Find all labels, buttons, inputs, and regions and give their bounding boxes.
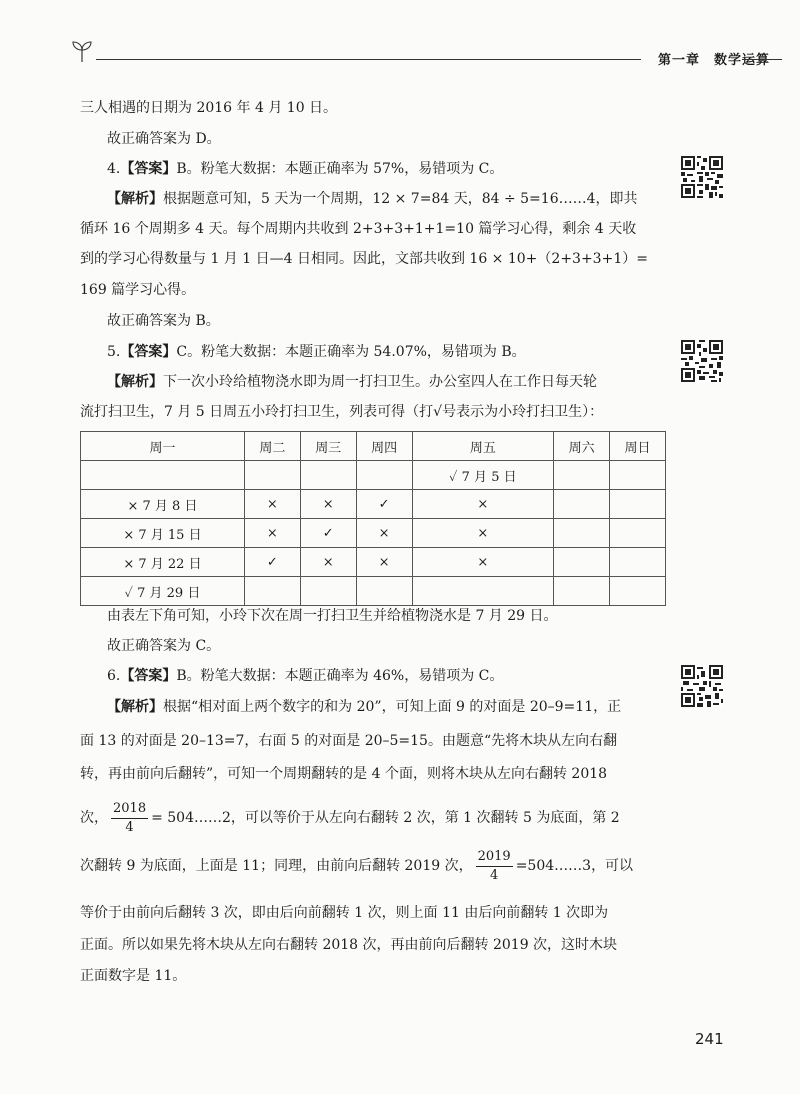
table-header-cell: 周二 (244, 432, 300, 461)
question-number: 6. (107, 668, 121, 684)
table-cell: × (356, 548, 412, 577)
text-line: 流打扫卫生，7 月 5 日周五小玲打扫卫生，列表可得（打√号表示为小玲打扫卫生）： (80, 404, 604, 420)
running-header (70, 38, 770, 68)
answer-line-q5 (107, 342, 526, 362)
table-cell (610, 548, 666, 577)
answer-text: C。粉笔大数据：本题正确率为 54.07%，易错项为 B。 (176, 344, 526, 360)
table-cell (356, 461, 412, 490)
fraction-denominator: 4 (490, 867, 499, 883)
table-cell (244, 461, 300, 490)
analysis-line (107, 189, 638, 209)
fraction-denominator: 4 (125, 819, 134, 835)
text-line: 等价于由前向后翻转 3 次，即由后向前翻转 1 次，则上面 11 由后向前翻转 1 次即为 (80, 905, 609, 921)
table-row (81, 577, 666, 606)
table-cell (554, 461, 610, 490)
qr-code-icon (681, 156, 723, 198)
text-line: 故正确答案为 B。 (107, 313, 220, 329)
table-cell: ✓ 7 月 5 日 (412, 461, 554, 490)
table-row (81, 490, 666, 519)
table-row (81, 461, 666, 490)
analysis-text: 下一次小玲给植物浇水即为周一打扫卫生。办公室四人在工作日每天轮 (163, 374, 597, 390)
fraction-numerator: 2019 (476, 848, 513, 867)
table-cell: × (244, 519, 300, 548)
text-line: 到的学习心得数量与 1 月 1 日—4 日相同。因此，文部共收到 16 × 10+（2+3+3+1）= (80, 251, 648, 267)
table-row (81, 548, 666, 577)
table-cell (81, 461, 245, 490)
table-header-cell: 周五 (412, 432, 554, 461)
fraction-numerator: 2018 (111, 800, 148, 819)
analysis-line (107, 697, 621, 717)
header-rule-right (742, 59, 782, 60)
table-cell: ✓ (244, 548, 300, 577)
table-row (81, 519, 666, 548)
table-cell: × 7 月 22 日 (81, 548, 245, 577)
table-cell (554, 519, 610, 548)
analysis-text: 根据题意可知，5 天为一个周期，12 × 7=84 天，84 ÷ 5=16……4，即共 (163, 191, 638, 207)
table-header-row (81, 432, 666, 461)
table-cell: × (412, 490, 554, 519)
answer-tag: 【答案】 (120, 161, 177, 177)
table-cell: × (412, 519, 554, 548)
fraction (111, 800, 148, 837)
table-cell (610, 519, 666, 548)
text-line: 正面。所以如果先将木块从左向右翻转 2018 次，再由前向后翻转 2019 次，这时木块 (80, 937, 618, 953)
text-line: 169 篇学习心得。 (80, 282, 196, 298)
text-line: 故正确答案为 D。 (107, 131, 221, 147)
table-cell: ✓ (356, 490, 412, 519)
answer-text: B。粉笔大数据：本题正确率为 57%，易错项为 C。 (176, 161, 504, 177)
table-cell: × 7 月 8 日 (81, 490, 245, 519)
header-rule-left (96, 59, 641, 60)
table-cell (554, 548, 610, 577)
text-segment: = 504……2，可以等价于从左向右翻转 2 次，第 1 次翻转 5 为底面，第 2 (151, 810, 620, 826)
text-line: 故正确答案为 C。 (107, 638, 221, 654)
analysis-tag: 【解析】 (107, 699, 163, 715)
answer-tag: 【答案】 (120, 668, 177, 684)
page-number: 241 (695, 1030, 724, 1048)
answer-line-q6 (107, 666, 503, 686)
table-cell: × (412, 548, 554, 577)
table-header-cell: 周日 (610, 432, 666, 461)
table-cell (412, 577, 554, 606)
analysis-text: 根据“相对面上两个数字的和为 20”，可知上面 9 的对面是 20–9=11，正 (163, 699, 622, 715)
table-header-cell: 周一 (81, 432, 245, 461)
analysis-line (107, 372, 597, 392)
answer-tag: 【答案】 (120, 344, 177, 360)
weekday-table (80, 431, 666, 606)
chapter-title: 第一章 数学运算 (658, 53, 771, 68)
text-line: 循环 16 个周期多 4 天。每个周期内共收到 2+3+3+1+1=10 篇学习心得，剩余 4 天收 (80, 221, 637, 237)
text-segment: 次， (80, 810, 108, 826)
fraction-line (80, 798, 620, 838)
table-cell: × (356, 519, 412, 548)
table-header-cell: 周四 (356, 432, 412, 461)
table-cell (356, 577, 412, 606)
table-cell (300, 577, 356, 606)
qr-code-icon (681, 340, 723, 382)
table-cell: × (244, 490, 300, 519)
table-cell (554, 577, 610, 606)
text-line: 由表左下角可知，小玲下次在周一打扫卫生并给植物浇水是 7 月 29 日。 (107, 608, 558, 624)
fraction-line (80, 846, 633, 886)
question-number: 5. (107, 344, 121, 360)
text-segment: =504……3，可以 (515, 858, 634, 874)
table-header-cell: 周三 (300, 432, 356, 461)
question-number: 4. (107, 161, 121, 177)
qr-code-icon (681, 665, 723, 707)
table-cell: ✓ (300, 519, 356, 548)
analysis-tag: 【解析】 (107, 191, 163, 207)
table-cell (300, 461, 356, 490)
table-cell (610, 577, 666, 606)
text-line: 转，再由前向后翻转”，可知一个周期翻转的是 4 个面，则将木块从左向右翻转 2018 (80, 766, 608, 782)
table-cell (610, 461, 666, 490)
table-cell (554, 490, 610, 519)
text-line: 面 13 的对面是 20–13=7，右面 5 的对面是 20–5=15。由题意“先将木块从左向右翻 (80, 733, 618, 749)
table-cell (244, 577, 300, 606)
table-cell: × 7 月 15 日 (81, 519, 245, 548)
sprout-icon (70, 38, 94, 64)
table-header-cell: 周六 (554, 432, 610, 461)
fraction (476, 848, 513, 885)
answer-text: B。粉笔大数据：本题正确率为 46%，易错项为 C。 (176, 668, 504, 684)
table-cell: × (300, 490, 356, 519)
analysis-tag: 【解析】 (107, 374, 163, 390)
table-cell (610, 490, 666, 519)
text-line: 三人相遇的日期为 2016 年 4 月 10 日。 (80, 100, 338, 116)
table-cell: × (300, 548, 356, 577)
table-cell: ✓ 7 月 29 日 (81, 577, 245, 606)
answer-line-q4 (107, 159, 503, 179)
text-segment: 次翻转 9 为底面，上面是 11；同理，由前向后翻转 2019 次， (80, 858, 473, 874)
text-line: 正面数字是 11。 (80, 968, 187, 984)
